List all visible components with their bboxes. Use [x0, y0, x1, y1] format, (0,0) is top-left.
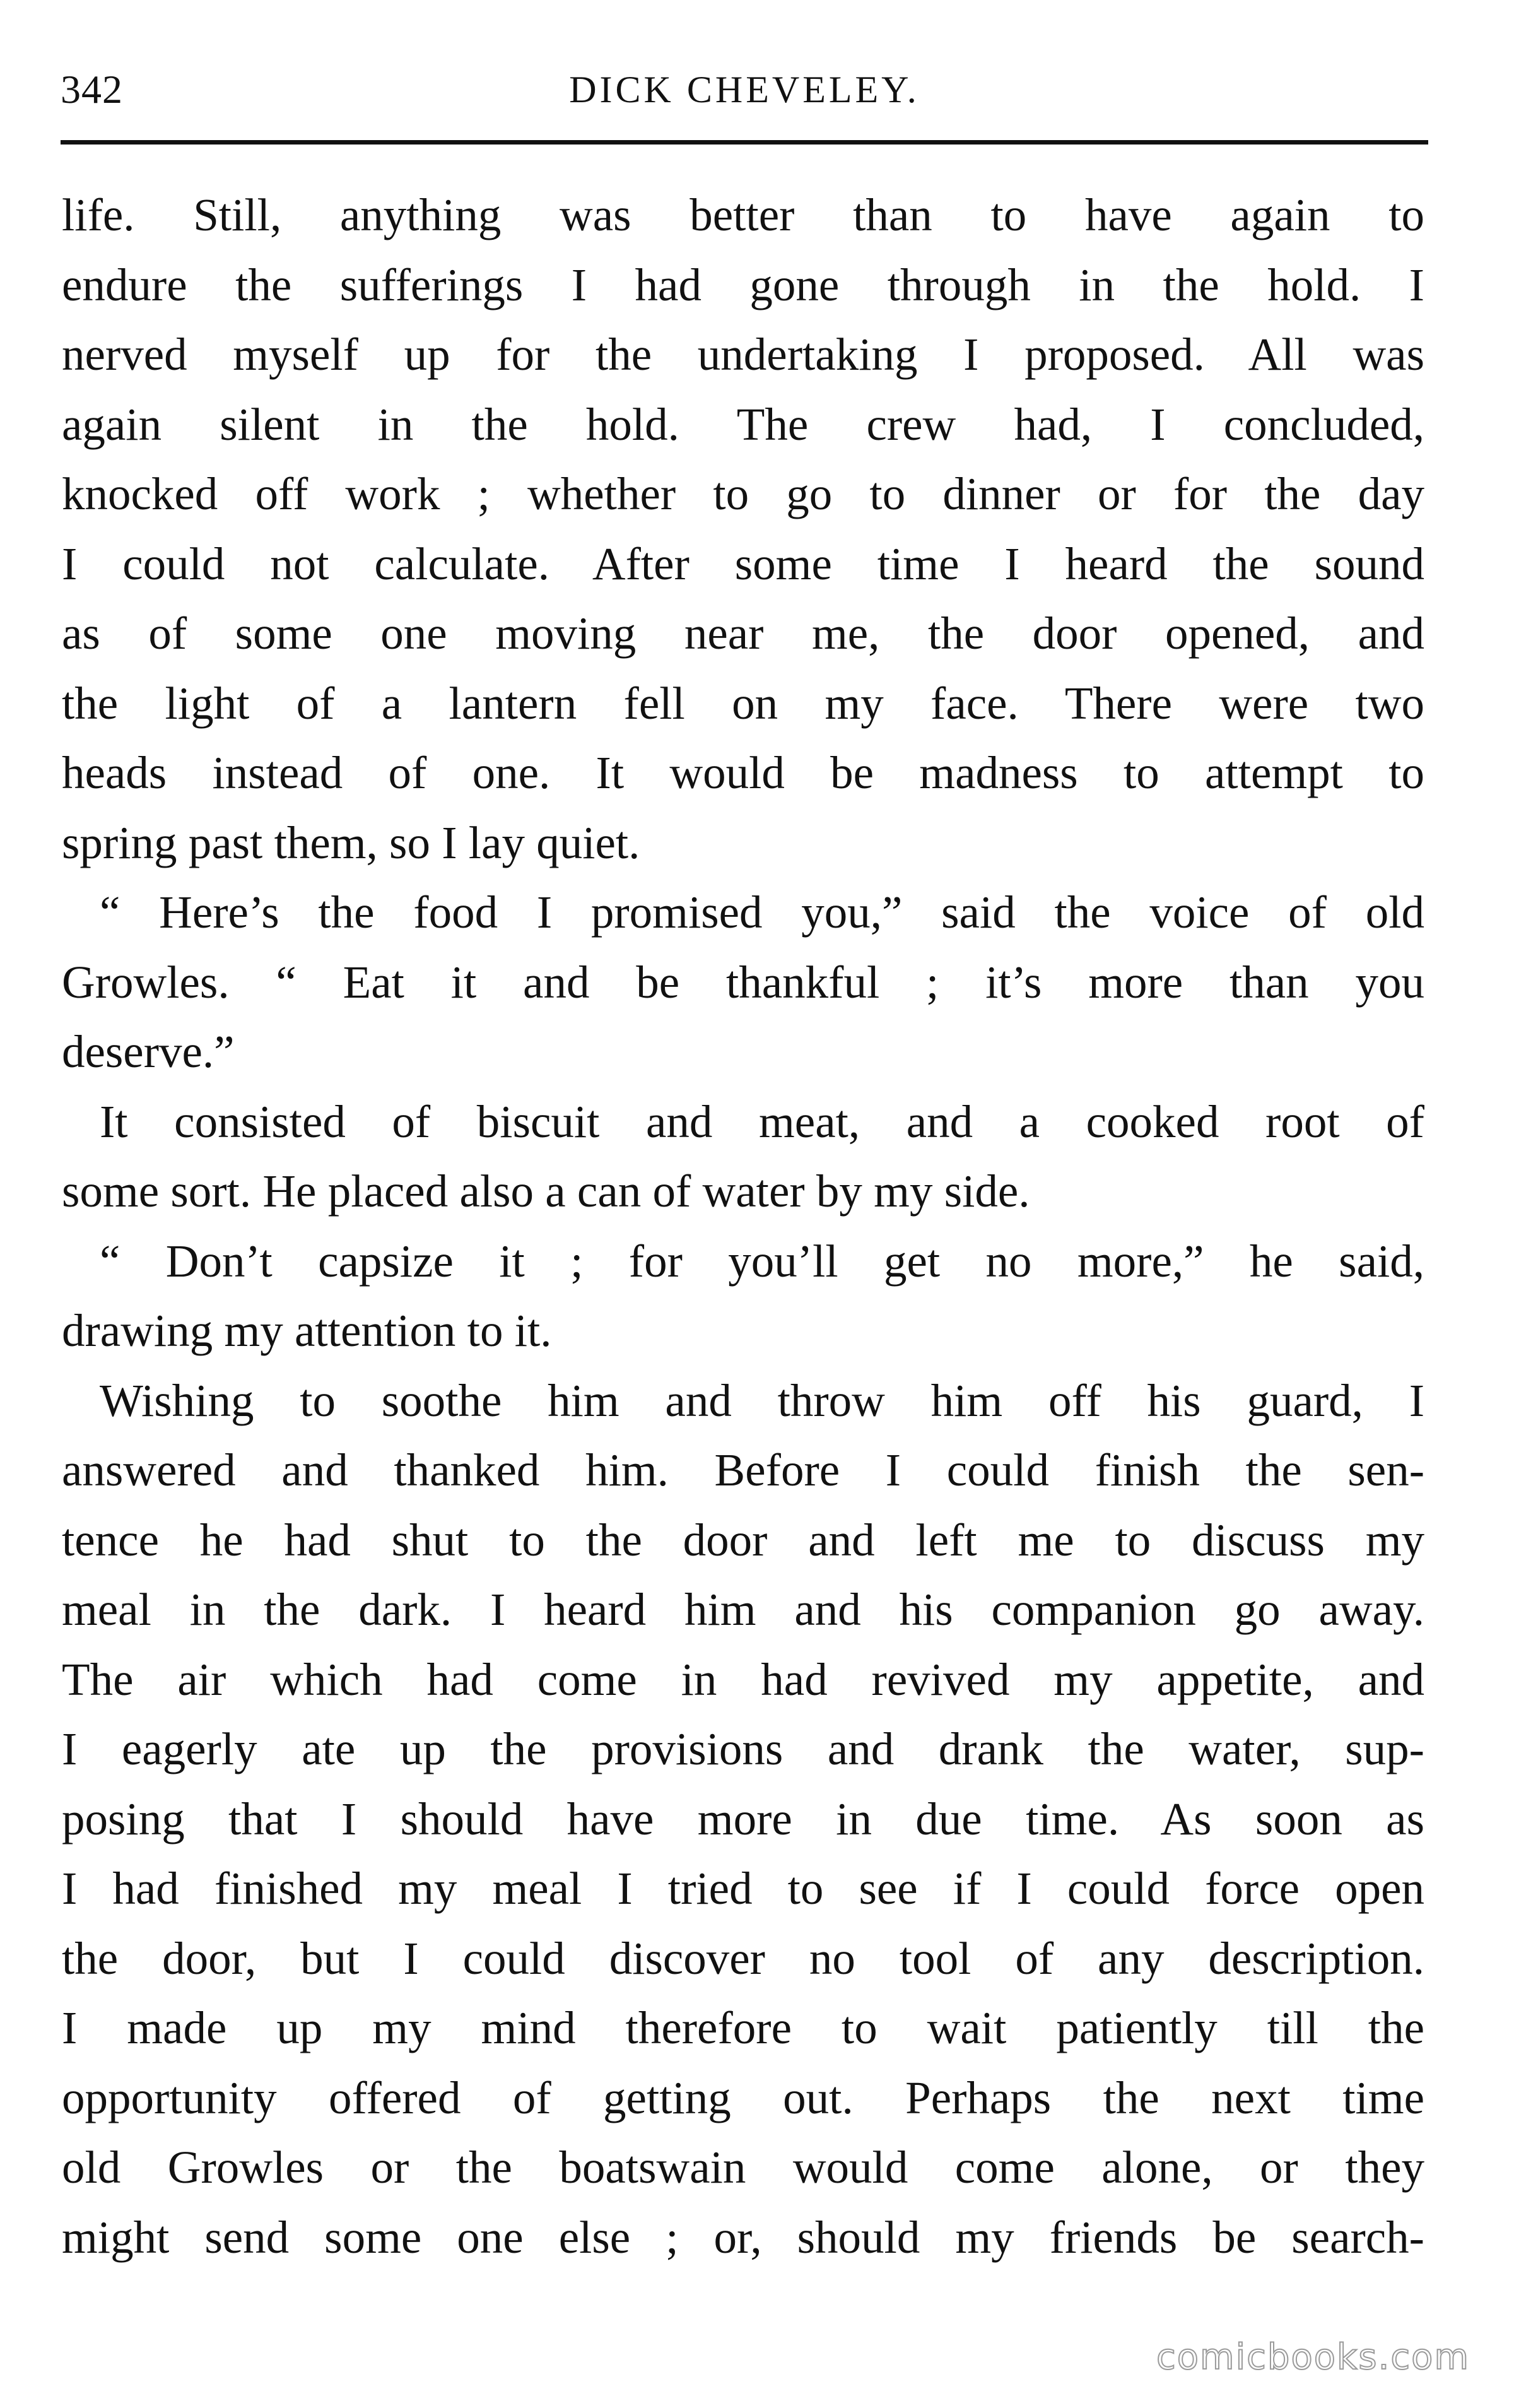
text-line: knocked off work ; whether to go to dinner or for the day: [62, 468, 1424, 519]
text-line: spring past them, so I lay quiet.: [62, 817, 640, 868]
text-line: The air which had come in had revived my appetite, and: [62, 1653, 1424, 1705]
text-line: meal in the dark. I heard him and his companion go away.: [62, 1584, 1424, 1635]
text-line: It consisted of biscuit and meat, and a cooked root of: [100, 1095, 1424, 1147]
text-line: deserve.”: [62, 1026, 235, 1077]
text-line: as of some one moving near me, the door opened, and: [62, 608, 1424, 659]
text-line: opportunity offered of getting out. Perhaps the next time: [62, 2072, 1424, 2123]
text-line: “ Don’t capsize it ; for you’ll get no more,” he said,: [100, 1235, 1424, 1287]
text-line: might send some one else ; or, should my friends be search-: [62, 2211, 1424, 2263]
text-line: heads instead of one. It would be madness to attempt to: [62, 747, 1424, 798]
text-line: drawing my attention to it.: [62, 1305, 552, 1356]
watermark: comicbooks.com: [1156, 2337, 1470, 2378]
text-line: Growles. “ Eat it and be thankful ; it’s more than you: [62, 956, 1424, 1008]
text-line: the door, but I could discover no tool of any description.: [62, 1932, 1424, 1984]
text-line: posing that I should have more in due time. As soon as: [62, 1793, 1424, 1844]
text-line: the light of a lantern fell on my face. There were two: [62, 677, 1424, 729]
text-line: life. Still, anything was better than to have again to: [62, 189, 1424, 240]
text-line: nerved myself up for the undertaking I proposed. All was: [62, 329, 1424, 380]
text-line: endure the sufferings I had gone through in the hold. I: [62, 259, 1424, 310]
text-line: Wishing to soothe him and throw him off his guard, I: [100, 1374, 1424, 1426]
running-title: DICK CHEVELEY.: [569, 69, 920, 110]
text-line: I could not calculate. After some time I heard the sound: [62, 538, 1424, 589]
text-line: answered and thanked him. Before I could finish the sen-: [62, 1444, 1424, 1496]
text-line: again silent in the hold. The crew had, I concluded,: [62, 398, 1424, 450]
text-line: some sort. He placed also a can of water by my side.: [62, 1166, 1030, 1217]
text-line: I had finished my meal I tried to see if I could force open: [62, 1863, 1424, 1914]
page-header: [61, 58, 1428, 127]
header-rule: [61, 140, 1428, 145]
text-line: tence he had shut to the door and left me to discuss my: [62, 1514, 1424, 1566]
text-line: old Growles or the boatswain would come alone, or they: [62, 2142, 1424, 2193]
text-line: “ Here’s the food I promised you,” said the voice of old: [100, 887, 1424, 938]
body-text: [62, 180, 1424, 2272]
text-line: I eagerly ate up the provisions and drank the water, sup-: [62, 1723, 1424, 1774]
text-line: I made up my mind therefore to wait patiently till the: [62, 2002, 1424, 2053]
page-number: 342: [61, 67, 123, 112]
